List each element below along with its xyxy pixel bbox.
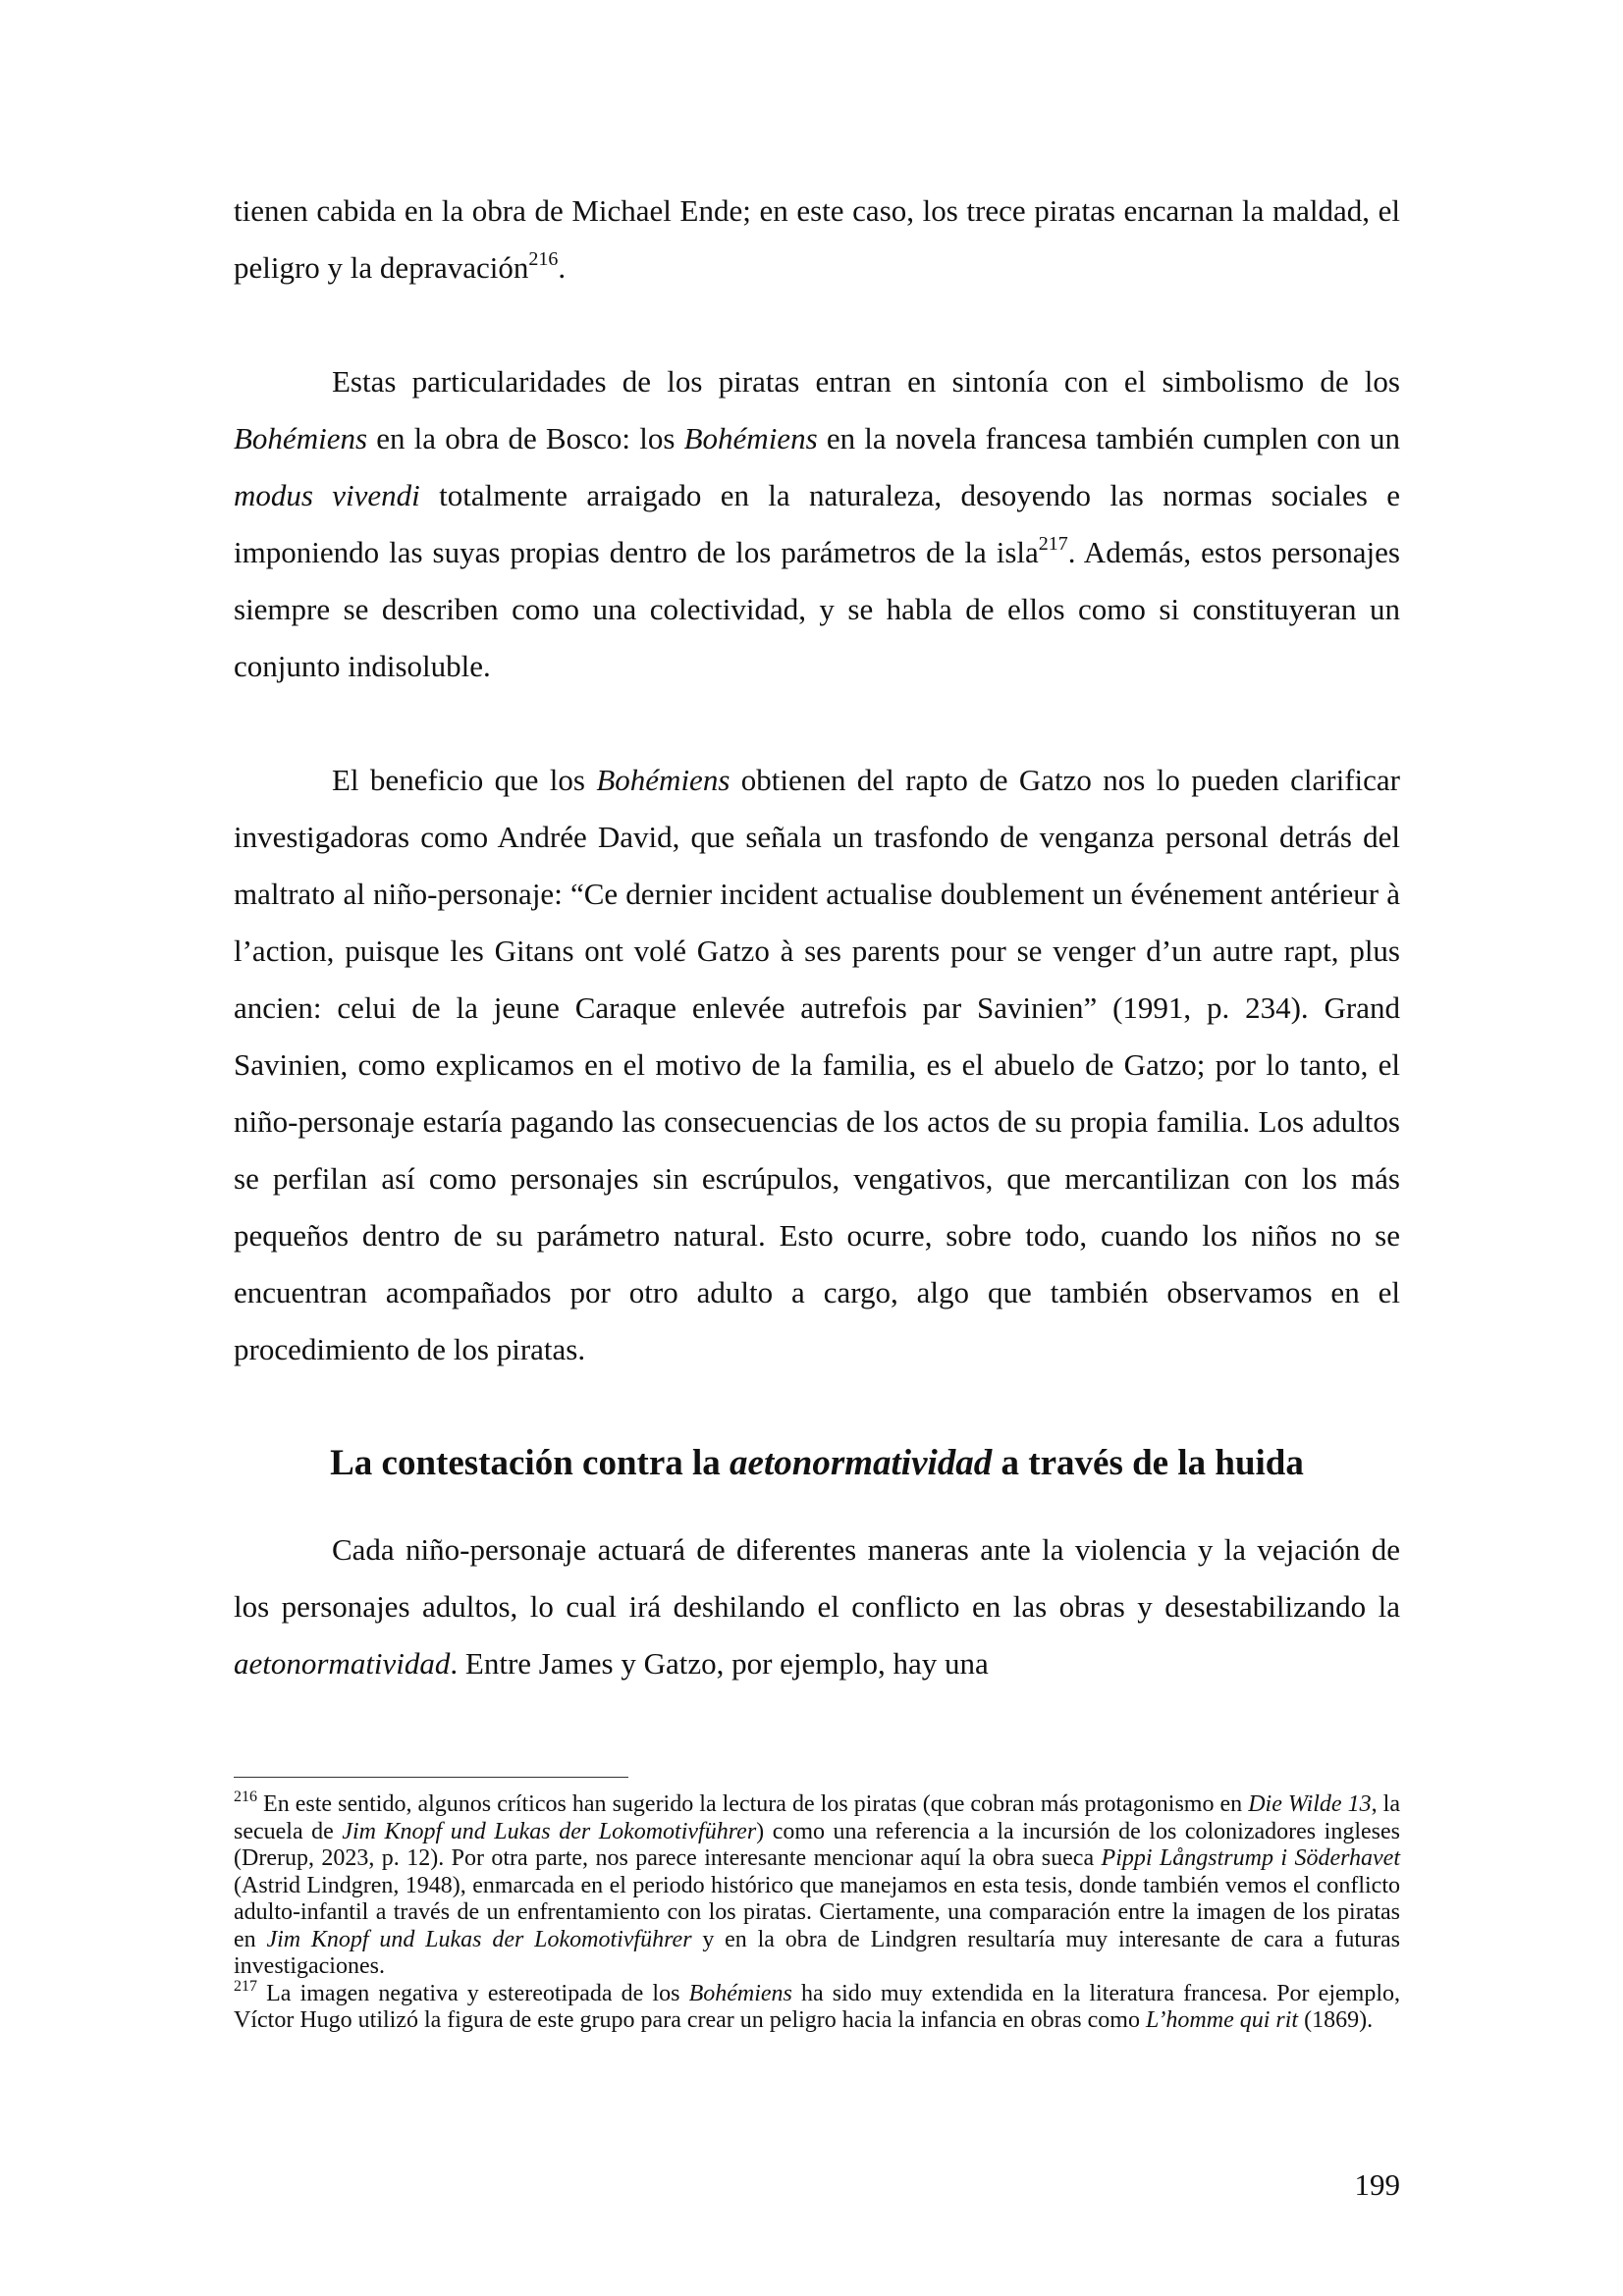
- heading-italic-text: aetonormatividad: [730, 1443, 993, 1483]
- footnote-text: ) como una referencia a la incursión de los colonizadores ingleses (Drerup, 2023, p. 12). Por otra parte, nos parece interesante mencionar aquí la obra sueca: [234, 1818, 1400, 1871]
- paragraph-text: totalmente arraigado en la naturaleza, desoyendo las normas sociales e imponiendo las suyas propias dentro de los parámetros de la isla: [234, 478, 1400, 569]
- footnote-text: ha sido muy extendida en la literatura francesa. Por ejemplo, Víctor Hugo utilizó la figura de este grupo para crear un peligro hacia la infancia en obras como: [234, 1980, 1400, 2033]
- footnote-text: La imagen negativa y estereotipada de los: [257, 1980, 689, 2006]
- paragraph-text: obtienen del rapto de Gatzo nos lo pueden clarificar investigadoras como Andrée David, que señala un trasfondo de venganza personal detrás del maltrato al niño-personaje: “Ce dernier incident actualise doublement un événement antérieur à l’action, puisque les Gitans ont volé Gatzo à ses parents pour se venger d’un autre rapt, plus ancien: celui de la jeune Caraque enlevée autrefois par Savinien” (1991, p. 234). Grand Savinien, como explicamos en el motivo de la familia, es el abuelo de Gatzo; por lo tanto, el niño-personaje estaría pagando las consecuencias de los actos de su propia familia. Los adultos se perfilan así como personajes sin escrúpulos, vengativos, que mercantilizan con los más pequeños dentro de su parámetro natural. Esto ocurre, sobre todo, cuando los niños no se encuentran acompañados por otro adulto a cargo, algo que también observamos en el procedimiento de los piratas.: [234, 763, 1400, 1366]
- paragraph-text: El beneficio que los: [332, 763, 597, 797]
- paragraph-gap: [234, 296, 1400, 353]
- italic-text: modus vivendi: [234, 478, 420, 512]
- heading-text: La contestación contra la: [330, 1443, 730, 1483]
- paragraph-text: .: [558, 250, 567, 285]
- heading-text: a través de la huida: [992, 1443, 1304, 1483]
- italic-text: Bohémiens: [683, 421, 818, 455]
- footnote-ref-217[interactable]: 217: [1038, 532, 1068, 555]
- paragraph-text: en la obra de Bosco: los: [367, 421, 684, 455]
- footnote-217: [234, 1977, 1400, 2035]
- footnote-italic: Bohémiens: [688, 1980, 792, 2006]
- paragraph-text: Estas particularidades de los piratas entran en sintonía con el simbolismo de los: [332, 364, 1400, 399]
- footnote-ref-216[interactable]: 216: [528, 247, 559, 270]
- paragraph-1: [234, 183, 1400, 296]
- page-body: [234, 183, 1400, 1692]
- footnote-text: En este sentido, algunos críticos han sugerido la lectura de los piratas (que cobran más protagonismo en: [257, 1791, 1249, 1817]
- paragraph-4: [234, 1522, 1400, 1692]
- footnote-text: (Astrid Lindgren, 1948), enmarcada en el periodo histórico que manejamos en esta tesis, donde también vemos el conflicto adulto-infantil a través de un enfrentamiento con los piratas. Ciertamente, una comparación entre la imagen de los piratas en: [234, 1872, 1400, 1952]
- paragraph-gap: [234, 1378, 1400, 1435]
- italic-text: aetonormatividad: [234, 1646, 451, 1681]
- footnote-number: 217: [234, 1977, 257, 1995]
- footnote-text: y en la obra de Lindgren resultaría muy interesante de cara a futuras investigaciones.: [234, 1926, 1400, 1979]
- heading-gap: [234, 1492, 1400, 1522]
- paragraph-text: tienen cabida en la obra de Michael Ende; en este caso, los trece piratas encarnan la maldad, el peligro y la depravación: [234, 193, 1400, 285]
- footnote-divider: [234, 1777, 628, 1778]
- footnote-italic: L’homme qui rit: [1145, 2007, 1299, 2033]
- italic-text: Bohémiens: [234, 421, 368, 455]
- footnotes: [234, 1791, 1400, 2035]
- italic-text: Bohémiens: [596, 763, 730, 797]
- paragraph-3: [234, 752, 1400, 1378]
- footnote-216: [234, 1791, 1400, 1981]
- paragraph-2: [234, 353, 1400, 695]
- footnote-text: , la secuela de: [234, 1791, 1400, 1844]
- footnote-italic: Jim Knopf und Lukas der Lokomotivführer: [342, 1818, 757, 1844]
- footnote-number: 216: [234, 1789, 257, 1805]
- paragraph-text: Cada niño-personaje actuará de diferentes maneras ante la violencia y la vejación de los personajes adultos, lo cual irá deshilando el conflicto en las obras y desestabilizando la: [234, 1532, 1400, 1624]
- page-number: 199: [1354, 2167, 1400, 2202]
- section-heading: [234, 1435, 1400, 1492]
- paragraph-gap: [234, 695, 1400, 752]
- paragraph-text: en la novela francesa también cumplen con un: [817, 421, 1401, 455]
- paragraph-text: . Entre James y Gatzo, por ejemplo, hay una: [450, 1646, 989, 1681]
- footnote-italic: Pippi Långstrump i Söderhavet: [1101, 1845, 1400, 1871]
- footnote-italic: Die Wilde 13: [1248, 1791, 1372, 1817]
- paragraph-text: . Además, estos personajes siempre se describen como una colectividad, y se habla de ellos como si constituyeran un conjunto indisoluble.: [234, 535, 1400, 683]
- footnote-italic: Jim Knopf und Lukas der Lokomotivführer: [266, 1926, 692, 1952]
- footnote-text: (1869).: [1298, 2007, 1374, 2033]
